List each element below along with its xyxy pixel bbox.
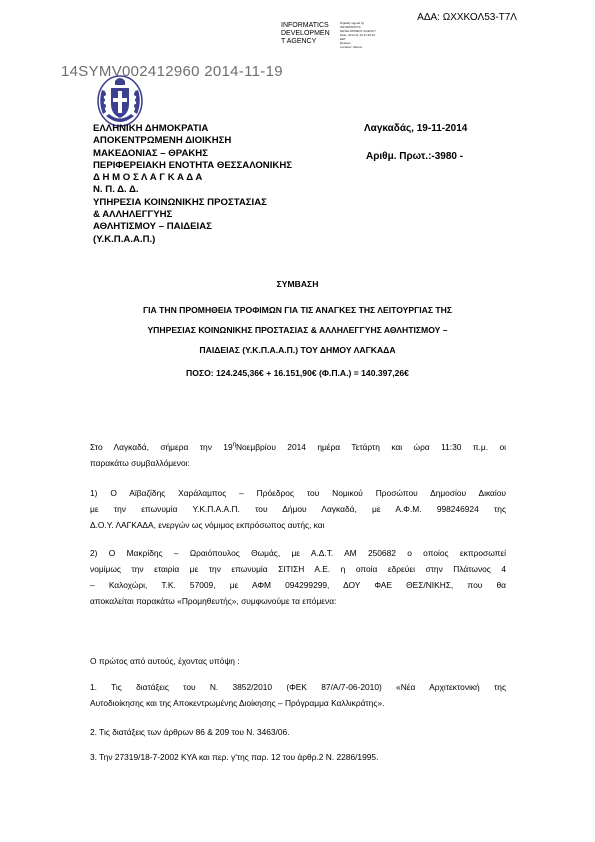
sender-line: & ΑΛΛΗΛΕΓΓΥΗΣ	[93, 209, 173, 221]
party-2-line: – Καλοχώρι, Τ.Κ. 57009, με ΑΦΜ 094299299, ΔΟΥ ΦΑΕ ΘΕΣ/ΝΙΚΗΣ, που θα	[90, 580, 506, 590]
sender-line: ΥΠΗΡΕΣΙΑ ΚΟΙΝΩΝΙΚΗΣ ΠΡΟΣΤΑΣΙΑΣ	[93, 196, 267, 208]
subject-line: ΠΑΙΔΕΙΑΣ (Υ.Κ.Π.Α.Α.Π.) ΤΟΥ ΔΗΜΟΥ ΛΑΓΚΑΔΑ	[199, 345, 396, 355]
sender-line: (Υ.Κ.Π.Α.Α.Π.)	[93, 233, 156, 245]
item-line: Αυτοδιοίκησης και της Αποκεντρωμένης Διοίκησης – Πρόγραμμα Καλλικράτης».	[90, 698, 385, 708]
sender-line: Ν. Π. Δ. Δ.	[93, 184, 139, 196]
intro-line: παρακάτω συμβαλλόμενοι:	[90, 457, 190, 468]
party-2-line: 2) Ο Μακρίδης – Ωραιόπουλος Θωμάς, με Α.Δ.Τ. ΑΜ 250682 ο οποίος εκπροσωπεί	[90, 548, 506, 558]
signer-line: T AGENCY	[281, 38, 317, 45]
sender-line: ΑΘΛΗΤΙΣΜΟΥ – ΠΑΙΔΕΙΑΣ	[93, 221, 212, 233]
intro-line	[90, 437, 506, 455]
party-1-paragraph	[90, 485, 506, 533]
subject-line: ΓΙΑ ΤΗΝ ΠΡΟΜΗΘΕΙΑ ΤΡΟΦΙΜΩΝ ΓΙΑ ΤΙΣ ΑΝΑΓΚΕΣ ΤΗΣ ΛΕΙΤΟΥΡΓΙΑΣ ΤΗΣ	[142, 305, 453, 315]
item-line: 1. Τις διατάξεις του Ν. 3852/2010 (ΦΕΚ 87/Α/7-06-2010) «Νέα Αρχιτεκτονική της	[90, 682, 506, 692]
item-1	[90, 679, 506, 711]
digital-signature-details	[340, 21, 376, 49]
party-2-paragraph	[90, 545, 506, 609]
ada-code: ΑΔΑ: ΩΧΧΚΟΛ53-Τ7Λ	[417, 12, 517, 23]
first-clause: Ο πρώτος από αυτούς, έχοντας υπόψη :	[90, 656, 240, 666]
intro-pre: Στο Λαγκαδά, σήμερα την 19	[90, 441, 233, 452]
signature-detail: EET	[340, 37, 346, 41]
sender-line: ΜΑΚΕΔΟΝΙΑΣ – ΘΡΑΚΗΣ	[93, 147, 208, 159]
party-2-line: αποκαλείται παρακάτω «Προμηθευτής», συμφωνούμε τα επόμενα:	[90, 596, 337, 606]
amount-line: ΠΟΣΟ: 124.245,36€ + 16.151,90€ (Φ.Π.Α.) = 140.397,26€	[186, 368, 409, 378]
signature-detail: Location: Athens	[340, 45, 363, 49]
signature-detail: Reason:	[340, 41, 352, 45]
sender-block	[93, 123, 292, 246]
signature-detail: DEVELOPMENT AGENCY	[340, 29, 376, 33]
signature-detail: INFORMATICS	[340, 25, 361, 29]
party-1-line: 1) Ο Αϊβαζίδης Χαράλαμπος – Πρόεδρος του Νομικού Προσώπου Δημοσίου Δικαίου	[90, 488, 506, 498]
registration-stamp: 14SYMV002412960 2014-11-19	[61, 63, 283, 80]
document-title: ΣΥΜΒΑΣΗ	[276, 279, 319, 289]
sender-line: ΑΠΟΚΕΝΤΡΩΜΕΝΗ ΔΙΟΙΚΗΣΗ	[93, 135, 232, 147]
signer-line: DEVELOPMEN	[281, 30, 330, 37]
sender-line: Δ Η Μ Ο Σ Λ Α Γ Κ Α Δ Α	[93, 172, 203, 184]
party-2-line: νομίμως την εταιρία με την επωνυμία ΣΙΤΙΣΗ Α.Ε. η οποία εδρεύει στην Πλάτωνος 4	[90, 564, 506, 574]
item-2: 2. Τις διατάξεις των άρθρων 86 & 209 του Ν. 3463/06.	[90, 727, 290, 737]
subject-line: ΥΠΗΡΕΣΙΑΣ ΚΟΙΝΩΝΙΚΗΣ ΠΡΟΣΤΑΣΙΑΣ & ΑΛΛΗΛΕΓΓΥΗΣ ΑΘΛΗΤΙΣΜΟΥ –	[147, 325, 448, 335]
intro-paragraph	[90, 437, 506, 471]
intro-sup: η	[232, 442, 236, 448]
signer-line: INFORMATICS	[281, 22, 329, 29]
digital-signer-label	[281, 22, 330, 46]
intro-post: Νοεμβρίου 2014 ημέρα Τετάρτη και ώρα 11:30 π.μ. οι	[235, 441, 507, 452]
protocol-number: Αριθμ. Πρωτ.:-3980 -	[366, 151, 464, 162]
party-1-line: Δ.Ο.Υ. ΛΑΓΚΑΔΑ, ενεργών ως νόμιμος εκπρόσωπος αυτής, και	[90, 520, 325, 530]
place-and-date: Λαγκαδάς, 19-11-2014	[364, 123, 468, 134]
signature-detail: Digitally signed by	[340, 21, 365, 25]
signature-detail: Date: 2014.11.19 11:20:44	[340, 33, 376, 37]
sender-line: ΕΛΛΗΝΙΚΗ ΔΗΜΟΚΡΑΤΙΑ	[93, 123, 209, 134]
item-3: 3. Την 27319/18-7-2002 ΚΥΑ και περ. γ'της παρ. 12 του άρθρ.2 Ν. 2286/1995.	[90, 752, 379, 762]
party-1-line: με την επωνυμία Υ.Κ.Π.Α.Α.Π. του Δήμου Λαγκαδά, με Α.Φ.Μ. 998246924 της	[90, 504, 506, 514]
sender-line: ΠΕΡΙΦΕΡΕΙΑΚΗ ΕΝΟΤΗΤΑ ΘΕΣΣΑΛΟΝΙΚΗΣ	[93, 159, 293, 171]
greek-coat-of-arms-icon	[94, 72, 146, 128]
